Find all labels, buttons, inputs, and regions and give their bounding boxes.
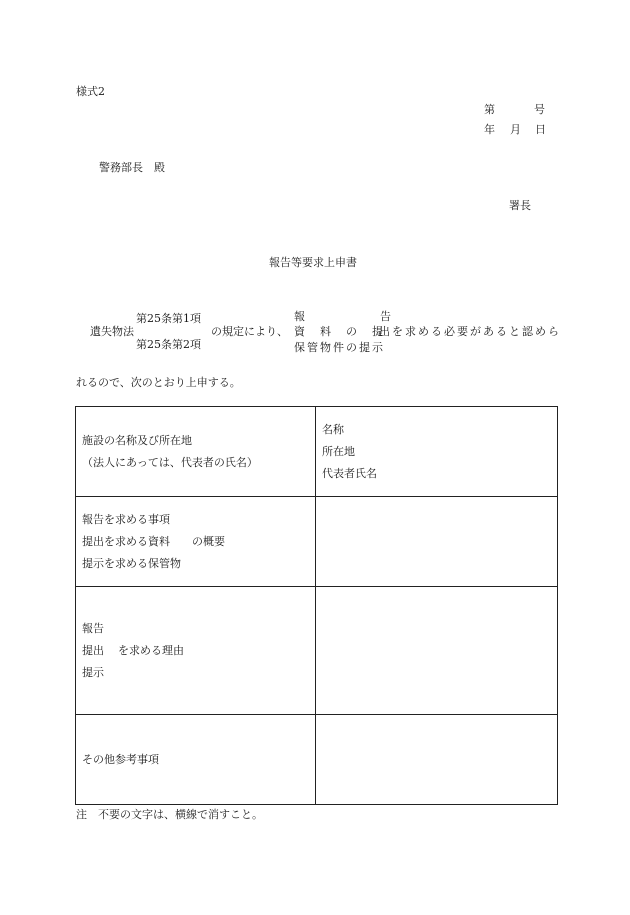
addressee: 警務部長 殿: [99, 161, 165, 174]
reason-present: 提示: [82, 665, 104, 679]
reason-suffix: を求める理由: [118, 643, 184, 657]
request-materials-item: 提出を求める資料: [82, 534, 170, 548]
request-materials-line: [82, 531, 309, 553]
date-year: 年: [484, 123, 495, 136]
facility-label-cell: [76, 407, 316, 497]
document-title: 報告等要求上申書: [269, 256, 357, 269]
date-day: 日: [535, 123, 546, 136]
request-stored-item: 提示を求める保管物: [82, 556, 181, 570]
other-notes-label: その他参考事項: [82, 752, 159, 766]
other-notes-label-cell: [76, 715, 316, 805]
facility-label: 施設の名称及び所在地: [82, 433, 192, 447]
other-notes-value-cell[interactable]: [316, 715, 558, 805]
option-materials: 資 料 の 提: [294, 325, 385, 338]
clause-option-2: 第25条第2項: [136, 338, 201, 351]
overview-suffix: の概要: [192, 534, 225, 548]
table-row: [76, 497, 558, 587]
table-row: [76, 715, 558, 805]
law-name: 遺失物法: [90, 325, 134, 338]
form-id: 様式2: [76, 85, 105, 98]
application-table: [75, 406, 558, 805]
clause-option-1: 第25条第1項: [136, 312, 201, 325]
body-line-2: れるので、次のとおり上申する。: [76, 376, 241, 389]
facility-value-cell[interactable]: [316, 407, 558, 497]
reason-report: 報告: [82, 621, 104, 635]
reason-value-cell[interactable]: [316, 587, 558, 715]
footnote: 注 不要の文字は、横線で消すこと。: [76, 808, 263, 821]
table-row: [76, 407, 558, 497]
representative-label: 代表者氏名: [322, 466, 377, 480]
facility-label-note: （法人にあっては、代表者の氏名）: [82, 455, 258, 469]
table-row: [76, 587, 558, 715]
reason-submit-line: [82, 640, 309, 662]
option-report-char2: 告: [380, 310, 391, 323]
reason-submit: 提出: [82, 643, 104, 657]
number-prefix: 第: [484, 103, 495, 116]
facility-name-label: 名称: [322, 422, 344, 436]
body-continuation: 出を求める必要があると認めら: [379, 325, 561, 338]
provision-text: の規定により、: [211, 325, 288, 338]
option-stored-items: 保管物件の提示: [294, 341, 385, 354]
facility-address-label: 所在地: [322, 444, 355, 458]
request-items-label-cell: [76, 497, 316, 587]
request-report-item: 報告を求める事項: [82, 512, 170, 526]
option-report-char1: 報: [294, 310, 305, 323]
sender: 署長: [509, 199, 531, 212]
request-items-value-cell[interactable]: [316, 497, 558, 587]
number-suffix: 号: [534, 103, 545, 116]
reason-label-cell: [76, 587, 316, 715]
date-month: 月: [510, 123, 521, 136]
